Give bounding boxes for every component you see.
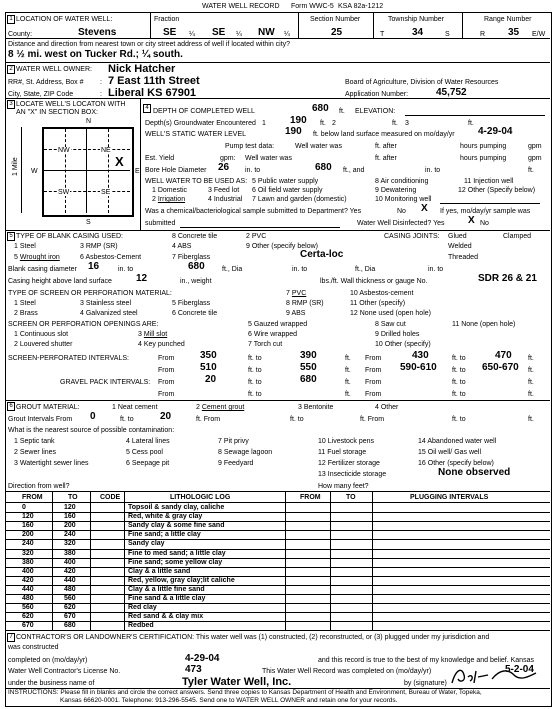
joint-threaded: Threaded <box>448 254 478 261</box>
record-completed-label: This Water Well Record was completed on (mo/day/yr) <box>262 668 432 675</box>
completed-tail: and this record is true to the best of my knowledge and belief. Kansas <box>318 657 534 664</box>
use-dewatering: Dewatering <box>380 187 417 194</box>
casing-height-tail: in., weight <box>180 278 212 285</box>
casing-height-label: Casing height above land surface <box>8 278 112 285</box>
log-from: 200 <box>22 531 34 539</box>
use-feed-lot: Feed lot <box>213 187 240 194</box>
use-injection: Injection well <box>473 178 514 185</box>
log-description: Red clay <box>128 604 157 612</box>
screen-concrete: Concrete tile <box>177 310 218 317</box>
location-label: LOCATION OF WATER WELL: <box>16 16 113 23</box>
static-date: 4-29-04 <box>478 126 513 137</box>
section-2-number: 2 <box>7 65 15 74</box>
log-row-line <box>5 512 550 513</box>
log-description: Red, white & gray clay <box>128 513 203 521</box>
yield-hours: hours pumping <box>460 155 507 162</box>
business-name: Tyler Water Well, Inc. <box>182 676 292 688</box>
locator-sw: SW <box>58 189 70 196</box>
log-description: Clay & a little sand <box>128 567 191 575</box>
contam-fuel: Fuel storage <box>327 449 367 456</box>
quarter-2: ¼ <box>236 31 242 38</box>
water-well-record-form: WATER WELL RECORD Form WWC-5 KSA 82a-1212 1 LOCATION OF WATER WELL: County: Stevens Fraction SE ¼ SE ¼ NW ¼ Section Number 25 Township Number T 34 S Range Number R 35 E/W Distance and direction from nearest town or city street address of well if located within city? 8 ½ mi. west on Tucker Rd.; ¼ south. 2 WATER WELL OWNER: Nick Hatcher RR#, St. Address, Box # : 7 East 11th Street Board of Agriculture, Division of Water Resources City, State, ZIP Code : Liberal KS 67901 Application Number: 45,752 3 LOCATE WELL'S LOCATON WITH AN "X" IN SECTION BOX: N S W E NW NE SW SE X 1 Mile 4 DEPTH OF COMPLETED WELL 680 ft. ELEVATION: Depth(s) Groundwater Encountered 1 190 ft. 2 ft. 3 ft. WELL'S STATIC WATER LEVEL 190 ft. below land surface measured on mo/day/yr 4-29-04 Pump test data: Well water was ft. after hours pumping gpm Est. Yield gpm: Well water was ft. after hours pumping gpm Bore Hole Diameter 26 in. to 680 ft., and in. to ft. WELL WATER TO BE USED AS: 5 Public water supply 8 Air conditioning 11 Injection well 1 Domestic 3 Feed lot 6 Oil field water supply 9 Dewatering 12 Other (Specify below) 2 Irrigation 4 Industrial 7 Lawn and garden (domestic) 10 Monitoring well Was a chemical/bacteriological sample submitted to Department? Yes No X If yes, mo/day/yr sample was submitted Water Well Disinfected? Yes X No 5 TYPE OF BLANK CASING USED: 8 Concrete tile 2 PVC CASING JOINTS: Glued Clamped 1 Steel 3 RMP (SR) 4 ABS 9 Other (specify below) Welded 5 Wrought iron 6 Asbestos-Cement 7 Fiberglass Certa-loc Threaded Blank casing diameter 16 in. to 680 ft., Dia in. to ft., Dia in. to Casing height above land surface 12 in., weight lbs./ft. Wall thickness or gauge No. SDR 26 & 21 TYPE OF SCREEN OR PERFORATION MATERIAL: 7 PVC 10 Asbestos-cement 1 Steel 3 Stainless steel 5 Fiberglass 8 RMP (SR) 11 Other (specify) 2 Brass 4 Galvanized steel 6 Concrete tile 9 ABS 12 None used (open hole) SCREEN OR PERFORATION OPENINGS ARE: 5 Gauzed wrapped 8 Saw cut 11 None (open hole) 1 Continuous slot 3 Mill slot 6 Wire wrapped 9 Drilled holes 2 Louvered shutter 4 Key punched 7 Torch cut 10 Other (specify) SCREEN-PERFORATED INTERVALS: From 350 ft. to 390 ft. From 430 ft. to 470 ft. From 510 ft. to 550 ft. From 590-610 ft. to 650-670 ft. GRAVEL PACK INTERVALS: From 20 ft. to 680 ft. From ft. to ft. From ft. to ft. From ft. to ft. 6 GROUT MATERIAL: 1 Neat cement 2 Cement grout 3 Bentonite 4 Other Grout Intervals From 0 ft. to 20 ft. From ft. to ft. From ft. to ft. What is the nearest source of possible contamination: 1 Septic tank 4 Lateral lines 7 Pit privy 10 Livestock pens 14 Abandoned water well 2 Sewer lines 5 Cess pool 8 Sewage lagoon 11 Fuel storage 15 Oil well/ Gas well 3 Watertight sewer lines 6 Seepage pit 9 Feedyard 12 Fertilizer storage 16 Other (specify below) 13 Insecticide storage None observed Direction from well? How many feet? FROM TO CODE LITHOLOGIC LOG FROM TO PLUGGING INTERVALS 0 120 Topsoil & sandy clay, caliche 120 160 Red, white & gray clay 160 200 Sandy clay & some fine sand 200 240 Fine sand; a little clay 240 320 Sandy clay 320 380 Fine to med sand; a little clay 380 400 Fine sand; some yellow clay 400 420 Clay & a little sand 420 440 Red, yellow, gray clay;lit caliche 440 480 Clay & a little fine sand 480 560 Fine sand & a little clay 560 620 Red clay 620 670 Red sand & & clay mix 670 680 Redbed 7 CONTRACTOR'S OR LANDOWNER'S CERTIFICATION: This water well was (1) constructed, (2) reconstructed, or (3) plugged under my jurisdiction and was constructed completed on (mo/day/yr) 4-29-04 and this record is true to the best of my knowledge and belief. Kansas Water Well Contractor's License No. 473 This Water Well Record was completed on (mo/day/yr) 5-2-04 under the business name of Tyler Water Well, Inc. by (signature) INSTRUCTIONS: Please fill in blanks and circle the correct answers. Send three copies to Kansas Department of Health and Environment, Bureau of Water, Topeka, Kansas 66620-0001. Telephone: 913-296-5545. Send one to WATER WELL OWNER and retain one for your records. <box>0 0 556 709</box>
grout-neat: 1 Neat cement <box>112 404 158 411</box>
yield-after: ft. after <box>375 155 397 162</box>
screen-brass: Brass <box>19 310 38 317</box>
pump-was: Well water was <box>295 143 342 150</box>
contam-watertight: Watertight sewer lines <box>19 460 89 467</box>
city-label: City, State, ZIP Code <box>8 91 74 98</box>
contam-abandoned: Abandoned water well <box>427 438 497 445</box>
form-title: WATER WELL RECORD <box>202 3 280 10</box>
log-row-line <box>5 585 550 586</box>
log-to: 480 <box>64 585 76 593</box>
log-description: Fine sand; some yellow clay <box>128 558 223 566</box>
gp-from-1: 20 <box>205 374 217 385</box>
disinfected-no: No <box>480 220 489 227</box>
signature-image <box>448 665 540 687</box>
log-description: Clay & a little fine sand <box>128 585 205 593</box>
yield-gpm: gpm: <box>220 155 236 162</box>
locator-n: N <box>86 118 92 125</box>
yield-was: Well water was <box>245 155 292 162</box>
owner-label: WATER WELL OWNER: <box>16 66 92 73</box>
gw-ft-2: ft. <box>392 120 398 127</box>
completed-date: 4-29-04 <box>185 653 220 664</box>
locator-label-1: LOCATE WELL'S LOCATON WITH <box>16 101 126 108</box>
disinfected-x: X <box>468 215 475 226</box>
contam-label: What is the nearest source of possible contamination: <box>8 427 175 434</box>
log-row-line <box>5 530 550 531</box>
section-1-number: 1 <box>7 15 15 24</box>
contam-feedyard: Feedyard <box>223 460 254 467</box>
bore-ft-2: ft. <box>528 167 534 174</box>
log-row-line <box>5 521 550 522</box>
log-from: 670 <box>22 622 34 630</box>
casing-dia-value: 16 <box>88 261 100 272</box>
city-colon: : <box>100 91 102 98</box>
pump-label: Pump test data: <box>225 143 275 150</box>
open-other: Other (specify) <box>384 341 431 348</box>
contam-septic: Septic tank <box>19 438 55 445</box>
address-value: 7 East 11th Street <box>108 75 200 87</box>
casing-dia-to: 680 <box>188 261 205 272</box>
direction-label: Direction from well? <box>8 483 70 490</box>
joint-clamped: Clamped <box>503 233 532 240</box>
use-irrigation: Irrigation <box>157 196 186 203</box>
contam-insecticide: Insecticide storage <box>327 471 387 478</box>
sp-from-1: 350 <box>200 350 217 361</box>
log-from: 0 <box>22 504 26 511</box>
casing-label: TYPE OF BLANK CASING USED: <box>16 233 123 240</box>
license-number: 473 <box>185 664 202 675</box>
bore-in-to-2: in. to <box>425 167 441 174</box>
yield-label: Est. Yield <box>145 155 175 162</box>
contam-livestock: Livestock pens <box>327 438 375 445</box>
distance-label: Distance and direction from nearest town or city street address of well if located within city? <box>8 41 291 48</box>
screen-steel: Steel <box>19 300 36 307</box>
screen-abs: ABS <box>291 310 306 317</box>
depth-ft: ft. <box>339 108 345 115</box>
completed-label: completed on (mo/day/yr) <box>8 657 88 664</box>
chem-tail: If yes, mo/day/yr sample was <box>440 208 531 215</box>
township-s: S <box>445 31 450 38</box>
pump-hours: hours pumping <box>460 143 507 150</box>
log-row-line <box>5 603 550 604</box>
sp-from-2: 430 <box>412 350 429 361</box>
log-row-line <box>5 549 550 550</box>
groundwater-value: 190 <box>290 115 307 126</box>
grout-to: 20 <box>160 411 172 422</box>
county-value: Stevens <box>78 27 117 38</box>
log-description: Fine to med sand; a little clay <box>128 549 226 557</box>
open-torch: Torch cut <box>253 341 283 348</box>
log-from: 560 <box>22 604 34 612</box>
locator-e: E <box>135 168 140 175</box>
log-description: Redbed <box>128 622 154 630</box>
log-to: 440 <box>64 576 76 584</box>
section-number-label: Section Number <box>310 16 361 23</box>
log-to: 380 <box>64 549 76 557</box>
chem-label: Was a chemical/bacteriological sample submitted to Department? Yes <box>145 208 362 215</box>
log-from: 400 <box>22 567 34 575</box>
casing-wrought-iron: Concrete tile <box>177 233 218 240</box>
depth-label: DEPTH OF COMPLETED WELL <box>153 108 255 115</box>
fraction-3: NW <box>258 27 275 38</box>
grout-bentonite: 3 Bentonite <box>298 404 334 411</box>
log-row-line <box>5 594 550 595</box>
casing-dia-in-3: in. to <box>428 266 444 273</box>
screen-asbestos: Asbestos-cement <box>359 290 414 297</box>
log-header-from-2: FROM <box>300 494 321 501</box>
bore-label: Bore Hole Diameter <box>145 167 207 174</box>
section-5-number: 5 <box>7 232 15 241</box>
log-from: 120 <box>22 513 34 521</box>
instructions-line-1: INSTRUCTIONS: Please fill in blanks and circle the correct answers. Send three copies to Kansas Department of Health and Environment, Bureau of Water, Topeka, <box>8 689 482 696</box>
casing-sdr: SDR 26 & 21 <box>478 273 537 284</box>
range-label: Range Number <box>484 16 532 23</box>
open-key-punched: Key punched <box>143 341 185 348</box>
record-completed-date: 5-2-04 <box>505 664 534 675</box>
casing-steel: Steel <box>19 243 36 250</box>
openings-label: SCREEN OR PERFORATION OPENINGS ARE: <box>8 321 159 328</box>
contam-none-observed: None observed <box>438 467 511 478</box>
casing-rmp: RMP (SR) <box>85 243 118 250</box>
log-header-to: TO <box>68 494 78 501</box>
use-oil-field: Oil field water supply <box>257 187 323 194</box>
log-header-to-2: TO <box>346 494 356 501</box>
screen-fiberglass: Fiberglass <box>177 300 211 307</box>
use-label: WELL WATER TO BE USED AS: <box>145 178 248 185</box>
log-to: 200 <box>64 522 76 530</box>
log-description: Topsoil & sandy clay, caliche <box>128 504 225 511</box>
sp-from-4: 590-610 <box>400 362 437 373</box>
bore-value: 26 <box>218 162 230 173</box>
contam-pit: Pit privy <box>223 438 249 445</box>
joint-glued: Glued <box>448 233 467 240</box>
casing-dia-ft-1: ft., Dia <box>222 266 243 273</box>
contam-oil-gas: Oil well/ Gas well <box>427 449 482 456</box>
groundwater-label: Depth(s) Groundwater Encountered <box>145 120 256 127</box>
locator-se: SE <box>101 189 111 196</box>
static-value: 190 <box>285 126 302 137</box>
log-row-line <box>5 621 550 622</box>
open-saw-cut: Saw cut <box>380 321 406 328</box>
elevation-label: ELEVATION: <box>355 108 396 115</box>
pump-after: ft. after <box>375 143 397 150</box>
casing-joints-label: CASING JOINTS: <box>384 233 440 240</box>
gravel-pack-label: GRAVEL PACK INTERVALS: <box>60 379 151 386</box>
casing-other-value: Certa-loc <box>300 249 344 260</box>
log-from: 620 <box>22 613 34 621</box>
log-from: 420 <box>22 576 34 584</box>
cert-line-1b: was constructed <box>8 644 59 651</box>
distance-value: 8 ½ mi. west on Tucker Rd.; ¼ south. <box>8 49 183 60</box>
log-to: 400 <box>64 558 76 566</box>
screen-intervals-label: SCREEN-PERFORATED INTERVALS: <box>8 355 129 362</box>
submitted-label: submitted <box>145 220 176 227</box>
use-public-water: Public water supply <box>257 178 319 185</box>
log-from: 440 <box>22 585 34 593</box>
casing-asbestos: ABS <box>177 243 192 250</box>
business-label: under the business name of <box>8 680 95 687</box>
locator-w: W <box>31 168 38 175</box>
township-label: Township Number <box>388 16 445 23</box>
casing-concrete-tile: PVC <box>251 233 267 240</box>
log-to: 620 <box>64 604 76 612</box>
address-label: RR#, St. Address, Box # <box>8 79 84 86</box>
log-from: 320 <box>22 549 34 557</box>
gw-ft-3: ft. <box>468 120 474 127</box>
disinfected-label: Water Well Disinfected? Yes <box>357 220 445 227</box>
log-description: Sandy clay & some fine sand <box>128 522 225 530</box>
locator-mile: 1 Mile <box>12 157 19 176</box>
log-header-plugging: PLUGGING INTERVALS <box>410 494 489 501</box>
form-number: Form WWC-5 <box>291 3 334 10</box>
contam-sewer: Sewer lines <box>19 449 57 456</box>
log-to: 680 <box>64 622 76 630</box>
log-from: 380 <box>22 558 34 566</box>
casing-dia-label: Blank casing diameter <box>8 266 77 273</box>
ksa-ref: KSA 82a-1212 <box>338 3 384 10</box>
section-6-number: 6 <box>7 402 15 411</box>
casing-other: Other (specify below) <box>251 243 318 250</box>
locator-nw: NW <box>58 147 70 154</box>
log-row-line <box>5 612 550 613</box>
log-row-line <box>5 539 550 540</box>
log-to: 560 <box>64 595 76 602</box>
open-louvered: Louvered shutter <box>19 341 73 348</box>
casing-height-value: 12 <box>136 273 148 284</box>
sp-to-1: 390 <box>300 350 317 361</box>
fraction-label: Fraction <box>154 16 180 23</box>
sp-to-2: 470 <box>495 350 512 361</box>
log-description: Fine sand & a little clay <box>128 595 206 602</box>
log-row-line <box>5 576 550 577</box>
bore-and: ft., and <box>343 167 365 174</box>
application-number: 45,752 <box>436 87 467 98</box>
address-colon: : <box>100 79 102 86</box>
use-lawn: Lawn and garden (domestic) <box>257 196 347 203</box>
chem-no: No <box>397 208 406 215</box>
log-header-from: FROM <box>22 494 43 501</box>
log-to: 670 <box>64 613 76 621</box>
section-4-number: 4 <box>143 104 151 113</box>
sp-from-3: 510 <box>200 362 217 373</box>
gp-to-1: 680 <box>300 374 317 385</box>
gw-3: 3 <box>405 120 409 127</box>
open-wire: Wire wrapped <box>253 331 298 338</box>
contam-cess: Cess pool <box>131 449 163 456</box>
casing-fiberglass: Fiberglass <box>177 254 211 261</box>
gw-1: 1 <box>262 120 266 127</box>
grout-intervals-label: Grout Intervals From <box>8 416 73 423</box>
cert-line-1: CONTRACTOR'S OR LANDOWNER'S CERTIFICATION: This water well was (1) constructed, (2) reconstructed, or (3) plugged under my jurisdiction and <box>16 634 490 641</box>
open-mill-slot: Mill slot <box>143 331 168 338</box>
log-to: 420 <box>64 567 76 575</box>
sp-to-4: 650-670 <box>482 362 519 373</box>
township-value: 34 <box>412 27 424 38</box>
chem-x: X <box>421 203 428 214</box>
log-to: 240 <box>64 531 76 539</box>
bore-to: 680 <box>315 162 332 173</box>
fraction-1: SE <box>163 27 177 38</box>
casing-lbs: lbs./ft. Wall thickness or gauge No. <box>320 278 428 285</box>
open-gauzed: Gauzed wrapped <box>253 321 308 328</box>
signature-label: by (signature) <box>404 680 447 687</box>
log-row-line <box>5 567 550 568</box>
application-label: Application Number: <box>345 91 409 98</box>
depth-value: 680 <box>312 103 329 114</box>
screen-rmp: RMP (SR) <box>291 300 324 307</box>
pump-gpm: gpm <box>528 143 542 150</box>
screen-none: None used (open hole) <box>359 310 431 317</box>
screen-pvc: PVC <box>291 290 307 297</box>
log-to: 160 <box>64 513 76 521</box>
grout-label: GROUT MATERIAL: <box>16 404 80 411</box>
well-location-mark: X <box>115 154 124 169</box>
grout-other: 4 Other <box>375 404 399 411</box>
log-description: Red, yellow, gray clay;lit caliche <box>128 576 235 584</box>
open-none: None (open hole) <box>461 321 516 328</box>
screen-other: Other (specify) <box>359 300 406 307</box>
contam-other: Other (specify below) <box>427 460 494 467</box>
bore-in: in. to <box>245 167 261 174</box>
use-domestic: Domestic <box>157 187 188 194</box>
gw-2: 2 <box>332 120 336 127</box>
gw-ft-1: ft. <box>320 120 326 127</box>
section-7-number: 7 <box>7 633 15 642</box>
static-tail: ft. below land surface measured on mo/day/yr <box>313 131 455 138</box>
license-label: Water Well Contractor's License No. <box>8 668 121 675</box>
log-from: 240 <box>22 540 34 548</box>
contam-fertilizer: Fertilizer storage <box>327 460 380 467</box>
casing-abs: Asbestos-Cement <box>85 254 142 261</box>
sp-to-3: 550 <box>300 362 317 373</box>
log-description: Sandy clay <box>128 540 165 548</box>
range-value: 35 <box>508 27 520 38</box>
quarter-1: ¼ <box>189 31 195 38</box>
log-to: 120 <box>64 504 76 511</box>
yield-gpm-2: gpm <box>528 155 542 162</box>
township-t: T <box>380 31 385 38</box>
open-continuous: Continuous slot <box>19 331 69 338</box>
how-many-feet-label: How many feet? <box>318 483 369 490</box>
fraction-2: SE <box>212 27 226 38</box>
log-description: Fine sand; a little clay <box>128 531 201 539</box>
log-from: 160 <box>22 522 34 530</box>
locator-label-2: AN "X" IN SECTION BOX: <box>16 109 98 116</box>
owner-name: Nick Hatcher <box>108 63 176 75</box>
grout-from: 0 <box>90 411 96 422</box>
screen-galvanized: Galvanized steel <box>85 310 138 317</box>
casing-dia-in-2: in. to <box>292 266 308 273</box>
static-label: WELL'S STATIC WATER LEVEL <box>145 131 247 138</box>
log-header-code: CODE <box>100 494 121 501</box>
use-air-conditioning: Air conditioning <box>380 178 429 185</box>
use-industrial: Industrial <box>213 196 243 203</box>
casing-dia-in: in. to <box>118 266 134 273</box>
section-3-number: 3 <box>7 100 15 109</box>
casing-dia-ft-2: ft., Dia <box>355 266 376 273</box>
contam-lateral: Lateral lines <box>131 438 170 445</box>
county-label: County: <box>8 31 33 38</box>
screen-stainless: Stainless steel <box>85 300 131 307</box>
instructions-line-2: Kansas 66620-0001. Telephone: 913-296-5545. Send one to WATER WELL OWNER and retain one for your records. <box>60 697 398 704</box>
section-square <box>42 127 134 217</box>
range-ew: E/W <box>532 31 546 38</box>
use-monitoring: Monitoring well <box>384 196 432 203</box>
quarter-3: ¼ <box>284 31 290 38</box>
board-label: Board of Agriculture, Division of Water Resources <box>345 79 499 86</box>
log-header-lithologic: LITHOLOGIC LOG <box>170 494 231 501</box>
casing-pvc: Wrought iron <box>19 254 60 261</box>
grout-cement: Cement grout <box>201 404 245 411</box>
contam-lagoon: Sewage lagoon <box>223 449 273 456</box>
locator-s: S <box>86 219 91 226</box>
log-from: 480 <box>22 595 34 602</box>
open-drilled: Drilled holes <box>380 331 420 338</box>
screen-label: TYPE OF SCREEN OR PERFORATION MATERIAL: <box>8 290 172 297</box>
contam-seepage: Seepage pit <box>131 460 170 467</box>
city-value: Liberal KS 67901 <box>108 87 197 99</box>
use-other: Other (Specify below) <box>467 187 536 194</box>
section-number-value: 25 <box>331 27 343 38</box>
range-r: R <box>480 31 486 38</box>
joint-welded: Welded <box>448 243 472 250</box>
log-to: 320 <box>64 540 76 548</box>
locator-ne: NE <box>101 147 111 154</box>
log-description: Red sand & & clay mix <box>128 613 204 621</box>
log-row-line <box>5 558 550 559</box>
